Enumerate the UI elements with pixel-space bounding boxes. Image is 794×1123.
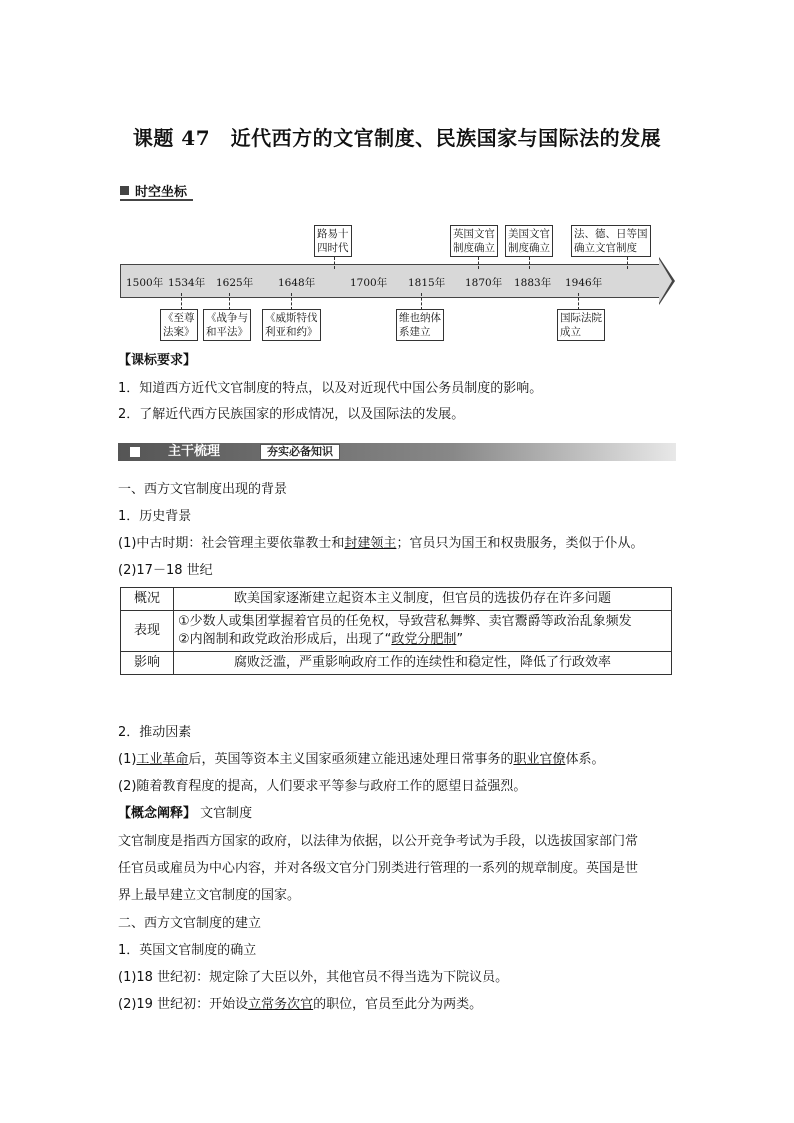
event-line: 国际法院 [560, 312, 602, 324]
table-cell [174, 611, 672, 652]
event-line: 美国文官 [508, 228, 550, 240]
timeline-year: 1870年 [465, 277, 503, 289]
banner-subtitle: 夯实必备知识 [260, 444, 340, 460]
text-run: (1)中古时期：社会管理主要依靠教士和 [118, 536, 345, 551]
section-banner [118, 443, 676, 461]
timeline-year: 1648年 [278, 277, 316, 289]
square-bullet-icon [120, 186, 129, 195]
page-title: 课题 47 近代西方的文官制度、民族国家与国际法的发展 [132, 126, 662, 150]
text-run: ②内阁制和政党政治形成后，出现了“ [178, 632, 392, 647]
part-heading: 二、西方文官制度的建立 [118, 916, 262, 931]
paragraph [118, 996, 482, 1014]
event-line: 《至尊 [163, 312, 195, 324]
table-cell-line [178, 631, 667, 649]
paragraph: (1)18 世纪初：规定除了大臣以外，其他官员不得当选为下院议员。 [118, 970, 509, 985]
paragraph [118, 535, 643, 553]
event-line: 英国文官 [453, 228, 495, 240]
event-line: 法、德、日等国 [574, 228, 648, 240]
table-cell-line: ①少数人或集团掌握着官员的任免权，导致营私舞弊、卖官鬻爵等政治乱象频发 [178, 614, 632, 629]
concept-line: 界上最早建立文官制度的国家。 [118, 888, 301, 903]
timeline-year: 1534年 [168, 277, 206, 289]
underlined-keyword: 政党分肥制 [391, 632, 457, 647]
timeline-year: 1500年 [126, 277, 164, 289]
table-row [121, 588, 672, 611]
event-line: 维也纳体 [399, 312, 441, 324]
timeline-year: 1815年 [408, 277, 446, 289]
event-line: 制度确立 [453, 242, 495, 254]
table-row-header: 表现 [121, 611, 174, 652]
text-run: 体系。 [565, 752, 605, 767]
timeline-event-box [396, 309, 444, 341]
requirements-heading: 【课标要求】 [118, 353, 197, 368]
timeline-year: 1700年 [350, 277, 388, 289]
paragraph [118, 751, 604, 769]
requirement-item: 2．了解近代西方民族国家的形成情况，以及国际法的发展。 [118, 407, 465, 422]
underlined-keyword: 职业官僚 [513, 752, 566, 767]
timeline-connector [421, 293, 422, 310]
timeline-connector [529, 257, 530, 269]
timeline-event-box [505, 225, 553, 257]
text-run: ；官员只为国王和权贵服务，类似于仆从。 [396, 536, 644, 551]
event-line: 和平法》 [206, 326, 248, 338]
table-row-header: 概况 [121, 588, 174, 611]
timeline-year: 1883年 [514, 277, 552, 289]
timeline-event-box [450, 225, 498, 257]
event-line: 四时代 [317, 242, 349, 254]
event-line: 成立 [560, 326, 581, 338]
paragraph: (2)17－18 世纪 [118, 563, 213, 578]
event-line: 《战争与 [206, 312, 248, 324]
timeline-event-box [314, 225, 352, 257]
concept-line: 文官制度是指西方国家的政府，以法律为依据，以公开竞争考试为手段，以选拔国家部门常 [118, 834, 639, 849]
concept-label: 【概念阐释】 [118, 806, 197, 821]
timeline-connector [627, 257, 628, 269]
text-run: (1) [118, 752, 137, 767]
event-line: 系建立 [399, 326, 431, 338]
underlined-keyword: 立常务次官 [248, 997, 314, 1012]
requirement-item: 1．知道西方近代文官制度的特点，以及对近现代中国公务员制度的影响。 [118, 381, 543, 396]
timeline-event-box [571, 225, 651, 257]
timeline-event-box [203, 309, 251, 341]
timeline-connector [291, 293, 292, 310]
section-heading-timeline [120, 181, 193, 201]
timeline-year: 1625年 [216, 277, 254, 289]
overview-table [120, 587, 672, 675]
paragraph: (2)随着教育程度的提高，人们要求平等参与政府工作的愿望日益强烈。 [118, 779, 527, 794]
text-run: ” [456, 632, 464, 647]
table-row-header: 影响 [121, 652, 174, 675]
square-bullet-icon [130, 447, 140, 457]
timeline-connector [578, 293, 579, 310]
timeline-event-box [262, 309, 321, 341]
timeline-event-box [160, 309, 198, 341]
underlined-keyword: 工业革命 [136, 752, 189, 767]
timeline-connector [334, 257, 335, 269]
event-line: 路易十 [317, 228, 349, 240]
sub-heading: 2．推动因素 [118, 725, 192, 740]
event-line: 《威斯特伐 [265, 312, 318, 324]
table-cell: 欧美国家逐渐建立起资本主义制度，但官员的选拔仍存在许多问题 [174, 588, 672, 611]
text-run: 的职位，官员至此分为两类。 [313, 997, 483, 1012]
table-row [121, 611, 672, 652]
event-line: 法案》 [163, 326, 195, 338]
text-run: 后，英国等资本主义国家亟须建立能迅速处理日常事务的 [188, 752, 514, 767]
concept-title: 文官制度 [200, 806, 253, 821]
timeline-arrow-fill [659, 259, 672, 303]
banner-title: 主干梳理 [168, 444, 221, 459]
sub-heading: 1．历史背景 [118, 509, 192, 524]
timeline-connector [229, 293, 230, 310]
timeline-event-box [557, 309, 605, 341]
table-row [121, 652, 672, 675]
table-cell: 腐败泛滥，严重影响政府工作的连续性和稳定性，降低了行政效率 [174, 652, 672, 675]
timeline-connector [478, 257, 479, 269]
event-line: 利亚和约》 [265, 326, 318, 338]
section-heading-label: 时空坐标 [135, 184, 188, 200]
sub-heading: 1．英国文官制度的确立 [118, 943, 257, 958]
part-heading: 一、西方文官制度出现的背景 [118, 482, 288, 497]
underlined-keyword: 封建领主 [344, 536, 397, 551]
timeline-year: 1946年 [565, 277, 603, 289]
concept-heading [118, 805, 252, 823]
event-line: 制度确立 [508, 242, 550, 254]
timeline-connector [181, 293, 182, 310]
concept-line: 任官员或雇员为中心内容，并对各级文官分门别类进行管理的一系列的规章制度。英国是世 [118, 861, 639, 876]
event-line: 确立文官制度 [574, 242, 637, 254]
text-run: (2)19 世纪初：开始设 [118, 997, 249, 1012]
